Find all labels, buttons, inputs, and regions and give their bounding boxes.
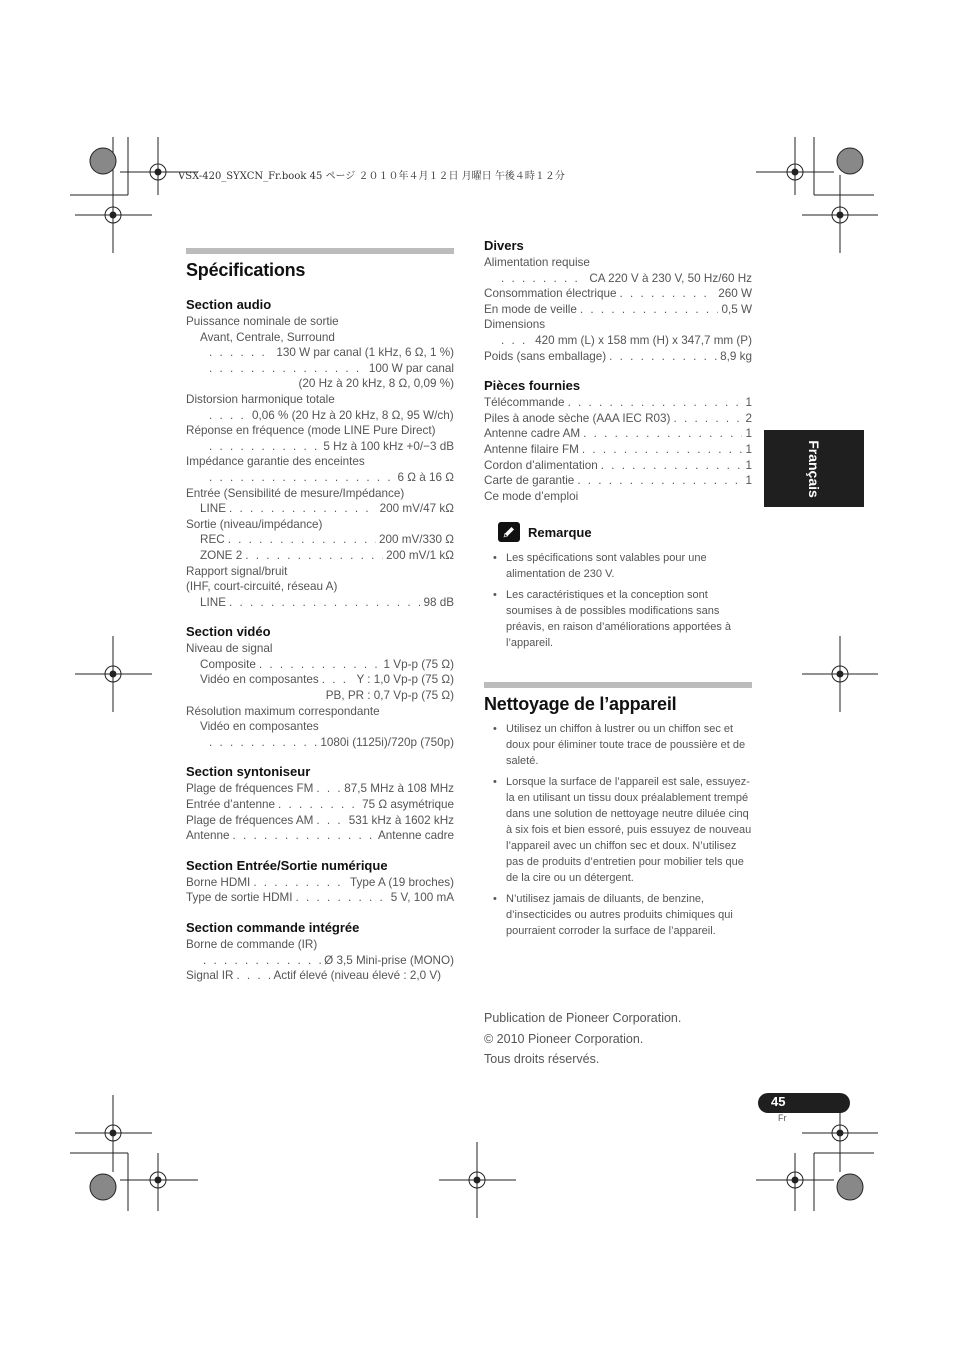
spec-line: Plage de fréquences FM . . . 87,5 MHz à 108 MHz — [186, 781, 454, 797]
leader-dots — [203, 953, 321, 969]
spec-line: Borne HDMI . . . Type A (19 broches) — [186, 875, 454, 891]
misc-column — [484, 238, 752, 944]
title-bar — [186, 248, 454, 254]
spec-line: Alimentation requise — [484, 256, 590, 269]
section-digital — [186, 858, 454, 906]
spec-line: . . . 6 Ω à 16 Ω — [186, 470, 454, 486]
language-tab: Français — [764, 430, 864, 507]
spec-line: ZONE 2 . . . 200 mV/1 kΩ — [186, 548, 454, 564]
leader-dots — [209, 361, 366, 377]
leader-dots — [209, 345, 273, 361]
leader-dots — [316, 781, 341, 797]
spec-line: . . . 420 mm (L) x 158 mm (H) x 347,7 mm (P) — [484, 333, 752, 349]
list-item: • Les spécifications sont valables pour une alimentation de 230 V. — [484, 550, 752, 582]
spec-line: Dimensions — [484, 318, 546, 332]
list-item: • Lorsque la surface de l’appareil est sale, essuyez-la en utilisant un tissu doux préalablement trempé dans une solution de nettoyage neutre diluée cinq à six fois et bien essoré, puis essuyez de nouveau l’appareil avec un chiffon sec et doux. N’utilisez pas de produits d’entretien pour mobilier tels que de la cire ou un détergent. — [484, 774, 752, 886]
section-title: Section syntoniseur — [186, 764, 311, 780]
publication-block — [484, 1008, 681, 1070]
piece-item: Télécommande . . . 1 — [484, 395, 752, 411]
section-title: Pièces fournies — [484, 378, 581, 394]
leader-dots — [259, 657, 381, 673]
leader-dots — [253, 875, 347, 891]
leader-dots — [673, 411, 742, 427]
remarque-title: Remarque — [528, 524, 592, 540]
piece-item: Antenne filaire FM . . . 1 — [484, 442, 752, 458]
leader-dots — [209, 470, 395, 486]
spec-line: Réponse en fréquence (mode LINE Pure Direct) — [186, 424, 436, 438]
file-header: VSX-420_SYXCN_Fr.book 45 ページ ２０１０年４月１２日 月曜日 午後４時１２分 — [178, 171, 565, 182]
leader-dots — [620, 286, 716, 302]
leader-dots — [228, 532, 376, 548]
spec-line: Résolution maximum correspondante — [186, 704, 380, 718]
spec-line: . . . 100 W par canal — [186, 361, 454, 377]
spec-line: Composite . . . 1 Vp-p (75 Ω) — [186, 657, 454, 673]
spec-line: Vidéo en composantes . . . Y : 1,0 Vp-p (75 Ω) — [186, 672, 454, 688]
spec-line: . . . 0,06 % (20 Hz à 20 kHz, 8 Ω, 95 W/ch) — [186, 408, 454, 424]
leader-dots — [209, 439, 320, 455]
section-divers — [484, 238, 752, 364]
piece-item: Antenne cadre AM . . . 1 — [484, 426, 752, 442]
leader-dots — [236, 968, 270, 984]
publication-line: Publication de Pioneer Corporation. — [484, 1011, 682, 1025]
page-number-badge: 45 — [758, 1093, 850, 1113]
section-title: Section Entrée/Sortie numérique — [186, 857, 388, 873]
section-tuner — [186, 764, 454, 843]
spec-line: Sortie (niveau/impédance) — [186, 517, 323, 531]
page-title: Spécifications — [186, 260, 306, 280]
spec-line: Consommation électrique . . . 260 W — [484, 286, 752, 302]
page-language: Fr — [778, 1113, 787, 1123]
piece-item: Piles à anode sèche (AAA IEC R03) . . . 2 — [484, 411, 752, 427]
section-title: Section audio — [186, 297, 272, 312]
spec-line: Antenne . . . Antenne cadre — [186, 828, 454, 844]
cleaning-title: Nettoyage de l’appareil — [484, 694, 677, 715]
leader-dots — [278, 797, 359, 813]
spec-line: Puissance nominale de sortie — [186, 315, 339, 328]
spec-line: . . . 5 Hz à 100 kHz +0/−3 dB — [186, 439, 454, 455]
leader-dots — [577, 473, 742, 489]
rights-line: Tous droits réservés. — [484, 1052, 600, 1066]
leader-dots — [568, 395, 743, 411]
spec-line: . . . CA 220 V à 230 V, 50 Hz/60 Hz — [484, 271, 752, 287]
spec-line: . . . Ø 3,5 Mini-prise (MONO) — [186, 953, 454, 969]
spec-line: Distorsion harmonique totale — [186, 392, 335, 406]
leader-dots — [233, 828, 375, 844]
spec-line: PB, PR : 0,7 Vp-p (75 Ω) — [325, 689, 454, 703]
leader-dots — [580, 302, 719, 318]
spec-line: Signal IR . . . Actif élevé (niveau élevé : 2,0 V) — [186, 968, 454, 984]
spec-line: Vidéo en composantes — [200, 720, 319, 734]
spec-line: . . . 1080i (1125i)/720p (750p) — [186, 735, 454, 751]
spec-line: Borne de commande (IR) — [186, 938, 318, 951]
section-title: Section vidéo — [186, 624, 271, 640]
spec-line: (20 Hz à 20 kHz, 8 Ω, 0,09 %) — [298, 377, 454, 391]
section-title: Section commande intégrée — [186, 920, 360, 935]
leader-dots — [209, 408, 249, 424]
section-pieces — [484, 378, 752, 504]
spec-line: (IHF, court-circuité, réseau A) — [186, 580, 338, 594]
piece-item: Carte de garantie . . . 1 — [484, 473, 752, 489]
leader-dots — [245, 548, 383, 564]
leader-dots — [501, 271, 586, 287]
spec-line: Ce mode d’emploi — [484, 489, 579, 503]
spec-line: LINE . . . 200 mV/47 kΩ — [186, 501, 454, 517]
spec-line: Plage de fréquences AM . . . 531 kHz à 1602 kHz — [186, 813, 454, 829]
spec-line: Avant, Centrale, Surround — [200, 330, 335, 344]
specifications-column — [186, 248, 454, 998]
leader-dots — [322, 672, 354, 688]
section-title: Divers — [484, 238, 524, 253]
spec-line: En mode de veille . . . 0,5 W — [484, 302, 752, 318]
spec-line: . . . 130 W par canal (1 kHz, 6 Ω, 1 %) — [186, 345, 454, 361]
piece-item: Cordon d’alimentation . . . 1 — [484, 458, 752, 474]
leader-dots — [296, 890, 388, 906]
leader-dots — [229, 501, 377, 517]
leader-dots — [209, 735, 317, 751]
spec-line: Poids (sans emballage) . . . 8,9 kg — [484, 349, 752, 365]
pieces-list — [484, 395, 752, 489]
section-video — [186, 624, 454, 750]
list-item: • N’utilisez jamais de diluants, de benzine, d’insecticides ou autres produits chimiques qui pourraient corroder la surface de l’appareil. — [484, 891, 752, 939]
title-bar — [484, 682, 752, 688]
leader-dots — [609, 349, 717, 365]
leader-dots — [229, 595, 420, 611]
spec-line: Rapport signal/bruit — [186, 564, 288, 578]
list-item: • Utilisez un chiffon à lustrer ou un chiffon sec et doux pour éliminer toute trace de poussière et de saleté. — [484, 721, 752, 769]
leader-dots — [582, 442, 743, 458]
pencil-icon — [498, 522, 520, 542]
spec-line: Impédance garantie des enceintes — [186, 455, 365, 469]
section-control — [186, 920, 454, 984]
spec-line: Entrée (Sensibilité de mesure/Impédance) — [186, 486, 405, 500]
spec-line: Entrée d’antenne . . . 75 Ω asymétrique — [186, 797, 454, 813]
remarque-header — [498, 522, 752, 542]
section-audio — [186, 297, 454, 610]
cleaning-list — [484, 721, 752, 939]
list-item: • Les caractéristiques et la conception sont soumises à de possibles modifications sans préavis, en raison d’améliorations apportées à l’appareil. — [484, 587, 752, 651]
spec-line: LINE . . . 98 dB — [186, 595, 454, 611]
leader-dots — [501, 333, 532, 349]
spec-line: Niveau de signal — [186, 642, 273, 656]
copyright-line: © 2010 Pioneer Corporation. — [484, 1031, 644, 1046]
leader-dots — [601, 458, 743, 474]
remarque-list — [484, 550, 752, 651]
spec-line: Type de sortie HDMI . . . 5 V, 100 mA — [186, 890, 454, 906]
leader-dots — [316, 813, 345, 829]
leader-dots — [583, 426, 742, 442]
spec-line: REC . . . 200 mV/330 Ω — [186, 532, 454, 548]
